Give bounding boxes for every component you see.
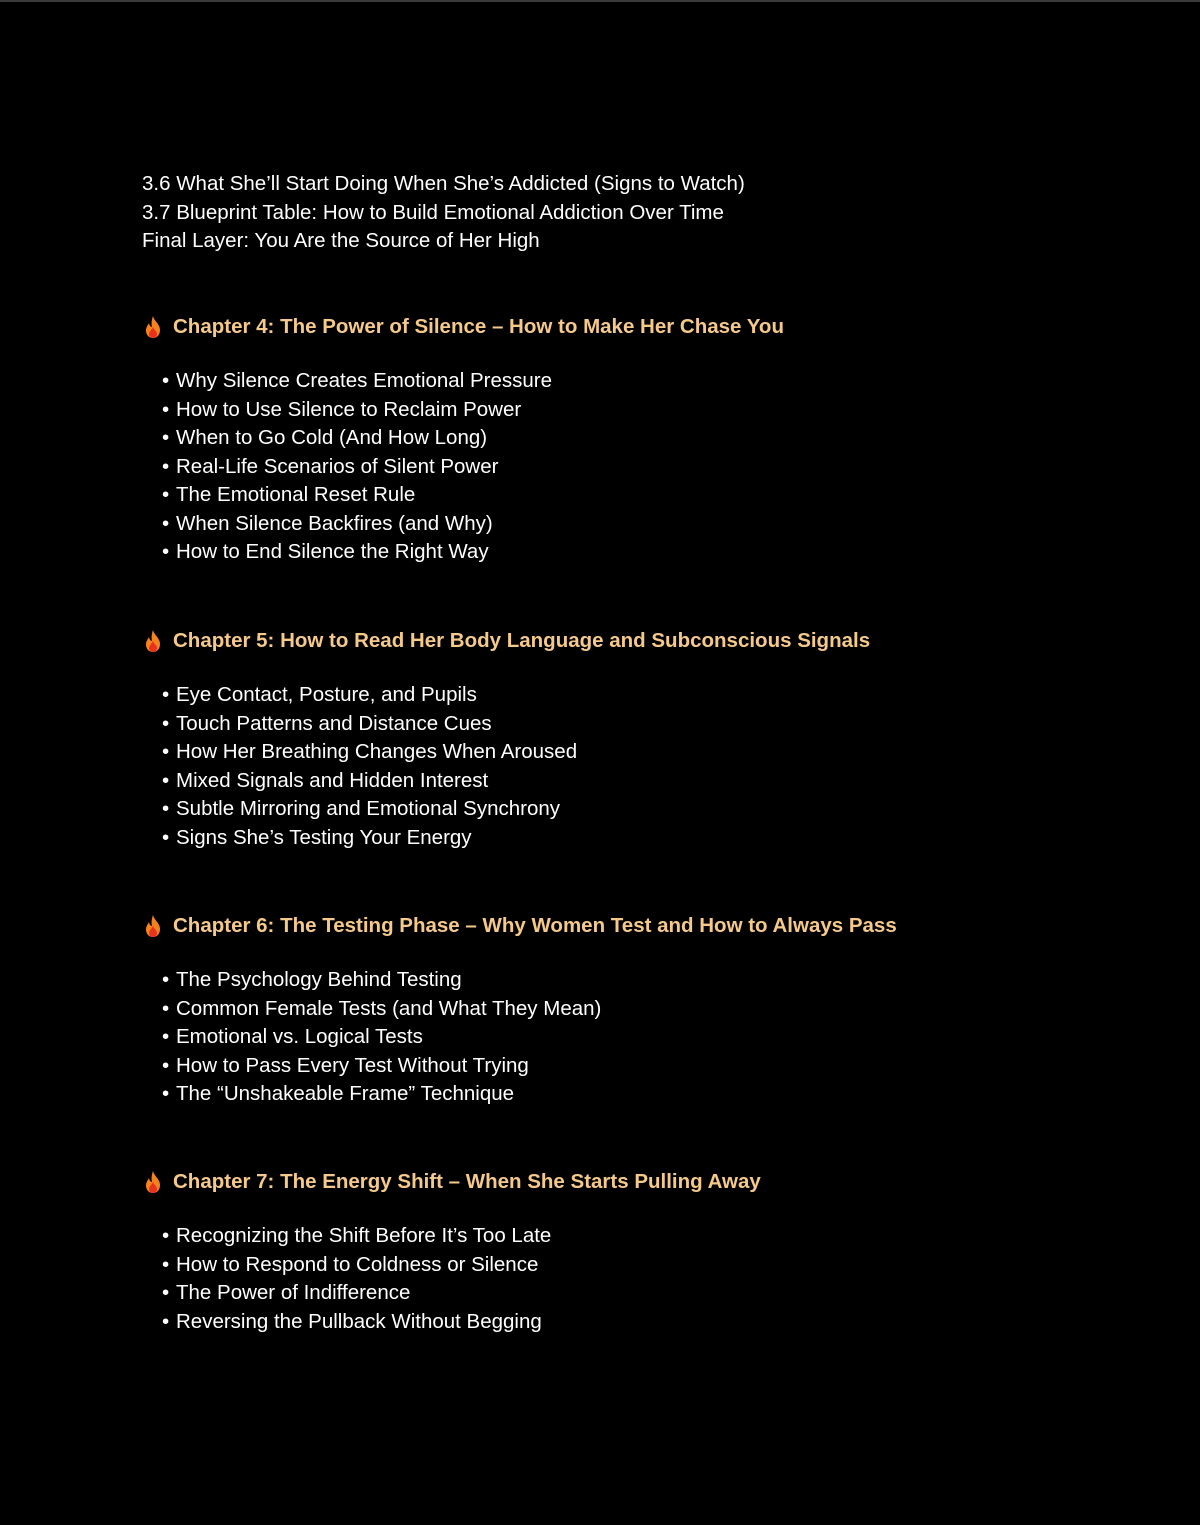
list-item: • Recognizing the Shift Before It’s Too Late	[162, 1224, 552, 1247]
chapter-7-section	[142, 1167, 761, 1336]
list-item: • The Power of Indifference	[162, 1281, 411, 1304]
chapter-topic-list	[162, 367, 784, 567]
chapter-heading	[142, 312, 784, 342]
chapter-title: Chapter 4: The Power of Silence – How to Make Her Chase You	[173, 315, 784, 338]
list-item: • Eye Contact, Posture, and Pupils	[162, 683, 477, 706]
list-item: • The “Unshakeable Frame” Technique	[162, 1082, 515, 1105]
list-item: • Touch Patterns and Distance Cues	[162, 711, 492, 735]
toc-line: Final Layer: You Are the Source of Her High	[142, 229, 540, 252]
list-item: • How to End Silence the Right Way	[162, 540, 489, 563]
chapter-heading	[142, 626, 870, 656]
list-item: • Subtle Mirroring and Emotional Synchrony	[162, 797, 560, 820]
toc-continued-lines	[142, 170, 745, 256]
list-item: • Why Silence Creates Emotional Pressure	[162, 369, 552, 392]
list-item: • When to Go Cold (And How Long)	[162, 426, 488, 449]
list-item: • How to Use Silence to Reclaim Power	[162, 397, 522, 421]
list-item: • Real-Life Scenarios of Silent Power	[162, 454, 499, 478]
list-item: • The Emotional Reset Rule	[162, 483, 416, 506]
chapter-title: Chapter 6: The Testing Phase – Why Women Test and How to Always Pass	[173, 914, 897, 937]
list-item: • How to Respond to Coldness or Silence	[162, 1252, 539, 1276]
list-item: • Mixed Signals and Hidden Interest	[162, 768, 489, 792]
chapter-heading	[142, 1167, 761, 1197]
list-item: • How Her Breathing Changes When Aroused	[162, 740, 578, 763]
chapter-topic-list	[162, 1222, 761, 1336]
list-item: • Common Female Tests (and What They Mean)	[162, 996, 602, 1020]
list-item: • Emotional vs. Logical Tests	[162, 1025, 423, 1048]
flame-icon	[142, 315, 164, 339]
flame-icon	[142, 914, 164, 938]
list-item: • Reversing the Pullback Without Begging	[162, 1309, 542, 1333]
toc-line: 3.6 What She’ll Start Doing When She’s Addicted (Signs to Watch)	[142, 172, 745, 195]
chapter-topic-list	[162, 966, 897, 1109]
chapter-title: Chapter 7: The Energy Shift – When She Starts Pulling Away	[173, 1170, 761, 1193]
flame-icon	[142, 1170, 164, 1194]
flame-icon	[142, 629, 164, 653]
chapter-title: Chapter 5: How to Read Her Body Language and Subconscious Signals	[173, 629, 871, 652]
list-item: • The Psychology Behind Testing	[162, 968, 462, 991]
chapter-heading	[142, 911, 897, 941]
list-item: • Signs She’s Testing Your Energy	[162, 825, 472, 849]
chapter-4-section	[142, 312, 784, 567]
list-item: • When Silence Backfires (and Why)	[162, 511, 493, 535]
chapter-6-section	[142, 911, 897, 1109]
chapter-5-section	[142, 626, 870, 852]
list-item: • How to Pass Every Test Without Trying	[162, 1053, 529, 1077]
chapter-topic-list	[162, 681, 870, 852]
toc-line: 3.7 Blueprint Table: How to Build Emotional Addiction Over Time	[142, 200, 724, 224]
